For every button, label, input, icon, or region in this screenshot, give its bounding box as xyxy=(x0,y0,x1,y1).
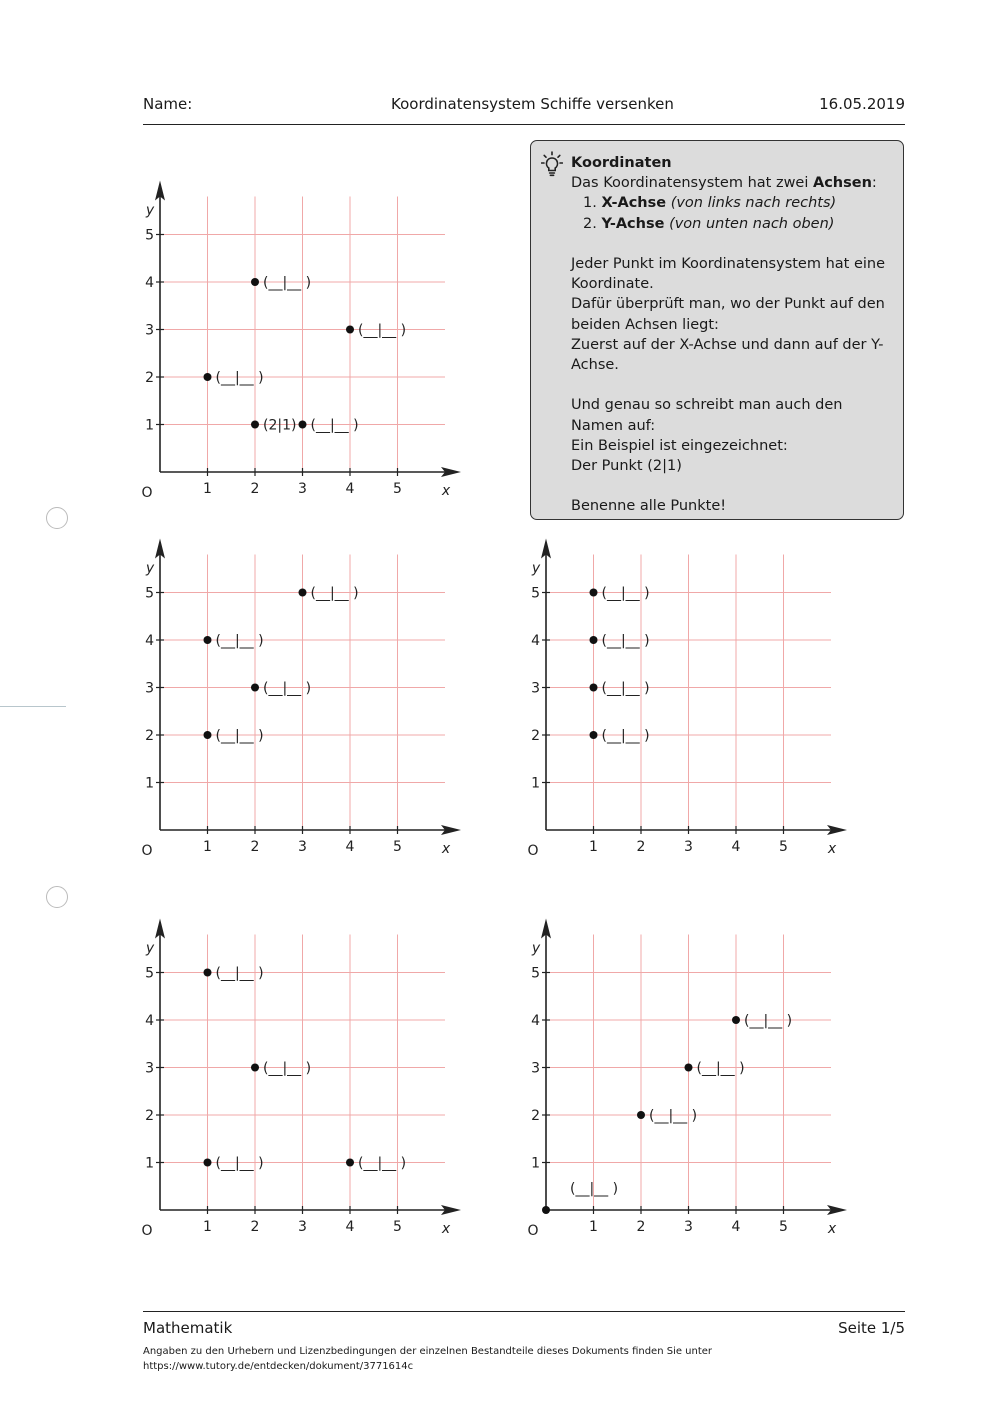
x-tick-label: 1 xyxy=(589,1219,598,1235)
data-point xyxy=(590,589,598,597)
point-label: (__|__ ) xyxy=(696,1060,745,1077)
data-point xyxy=(346,1159,354,1167)
origin-label: O xyxy=(141,485,153,501)
y-axis-label: y xyxy=(531,560,541,577)
point-label: (__|__ ) xyxy=(601,633,650,649)
x-tick-label: 3 xyxy=(298,839,307,855)
y-tick-label: 3 xyxy=(145,322,154,339)
y-tick-label: 3 xyxy=(531,680,540,697)
x-tick-label: 5 xyxy=(393,481,402,497)
worksheet-title: Koordinatensystem Schiffe versenken xyxy=(391,95,674,113)
footer-subject: Mathematik xyxy=(143,1319,233,1337)
x-axis-label: x xyxy=(827,1221,837,1237)
y-tick-label: 5 xyxy=(145,227,154,244)
x-tick-label: 5 xyxy=(779,839,788,855)
x-tick-label: 3 xyxy=(298,1219,307,1235)
info-paragraph: Ein Beispiel ist eingezeichnet: xyxy=(571,437,788,454)
data-point xyxy=(251,421,259,429)
info-paragraph: Und genau so schreibt man auch den Namen auf: xyxy=(571,397,843,434)
y-tick-label: 2 xyxy=(145,1108,154,1124)
x-tick-label: 1 xyxy=(203,481,212,497)
info-box-title: Koordinaten xyxy=(571,155,672,171)
y-tick-label: 2 xyxy=(531,1108,540,1124)
data-point xyxy=(204,1159,212,1167)
axes-list-item: 1. X-Achse (von links nach rechts) xyxy=(583,195,837,212)
x-tick-label: 3 xyxy=(684,1219,693,1235)
coordinate-system-3 xyxy=(526,540,836,886)
header-rule xyxy=(143,124,905,125)
x-tick-label: 2 xyxy=(636,1219,646,1235)
x-tick-label: 4 xyxy=(731,1219,741,1235)
axes-list-item: 2. Y-Achse (von unten nach oben) xyxy=(583,215,835,232)
data-point xyxy=(685,1064,693,1072)
x-tick-label: 3 xyxy=(298,481,307,497)
x-tick-label: 5 xyxy=(779,1219,788,1235)
credits-text: Angaben zu den Urhebern und Lizenzbedingungen der einzelnen Bestandteile dieses Dokuments finden Sie unter xyxy=(143,1346,713,1357)
info-instruction: Benenne alle Punkte! xyxy=(571,498,727,515)
point-label: (__|__ ) xyxy=(601,728,650,744)
footer-credits xyxy=(143,1344,843,1374)
x-tick-label: 4 xyxy=(345,839,355,855)
x-tick-label: 5 xyxy=(393,839,402,855)
y-tick-label: 4 xyxy=(531,633,540,649)
point-label: (__|__ ) xyxy=(744,1013,793,1029)
data-point xyxy=(732,1016,740,1024)
x-tick-label: 5 xyxy=(393,1219,402,1235)
point-label: (__|__ ) xyxy=(601,680,650,697)
origin-label: O xyxy=(527,843,539,859)
x-tick-label: 1 xyxy=(589,839,598,855)
data-point xyxy=(346,326,354,334)
x-axis-label: x xyxy=(441,1221,451,1237)
data-point xyxy=(299,421,307,429)
y-tick-label: 1 xyxy=(145,775,154,792)
y-tick-label: 2 xyxy=(531,728,540,744)
info-paragraph: Jeder Punkt im Koordinatensystem hat eine Koordinate. xyxy=(571,256,886,293)
data-point xyxy=(204,731,212,739)
name-label: Name: xyxy=(143,95,193,113)
y-tick-label: 5 xyxy=(145,585,154,602)
y-tick-label: 4 xyxy=(531,1013,540,1029)
y-tick-label: 2 xyxy=(145,728,154,744)
x-axis-label: x xyxy=(441,841,451,857)
point-label: (__|__ ) xyxy=(215,965,264,982)
point-label: (__|__ ) xyxy=(215,370,264,386)
data-point xyxy=(590,684,598,692)
info-intro: Das Koordinatensystem hat zwei Achsen: xyxy=(571,175,877,192)
point-label: (__|__ ) xyxy=(310,585,359,602)
x-tick-label: 4 xyxy=(345,481,355,497)
punch-hole-bottom xyxy=(46,886,68,908)
point-label: (__|__ ) xyxy=(570,1181,619,1197)
data-point xyxy=(204,969,212,977)
y-tick-label: 4 xyxy=(145,275,154,291)
x-tick-label: 2 xyxy=(250,1219,260,1235)
data-point xyxy=(251,1064,259,1072)
data-point xyxy=(251,278,259,286)
x-tick-label: 2 xyxy=(250,481,260,497)
point-label: (__|__ ) xyxy=(215,633,264,649)
data-point xyxy=(637,1111,645,1119)
y-tick-label: 1 xyxy=(531,775,540,792)
point-label: (__|__ ) xyxy=(358,322,407,339)
y-tick-label: 2 xyxy=(145,370,154,386)
worksheet-date: 16.05.2019 xyxy=(819,95,905,113)
data-point xyxy=(590,731,598,739)
y-axis-label: y xyxy=(145,560,155,577)
y-axis-label: y xyxy=(145,202,155,219)
x-tick-label: 1 xyxy=(203,1219,212,1235)
coordinate-system-2 xyxy=(140,540,450,886)
footer-rule xyxy=(143,1311,905,1312)
y-tick-label: 1 xyxy=(531,1155,540,1172)
coordinate-system-1 xyxy=(140,182,450,528)
y-tick-label: 3 xyxy=(531,1060,540,1077)
x-tick-label: 2 xyxy=(250,839,260,855)
coordinate-system-4 xyxy=(140,920,450,1266)
info-box-content xyxy=(571,153,895,517)
coordinate-system-5 xyxy=(526,920,836,1266)
x-tick-label: 4 xyxy=(345,1219,355,1235)
origin-label: O xyxy=(141,1223,153,1239)
x-tick-label: 4 xyxy=(731,839,741,855)
info-box xyxy=(530,140,904,520)
axes-list xyxy=(571,193,895,233)
y-tick-label: 3 xyxy=(145,680,154,697)
data-point xyxy=(299,589,307,597)
point-label: (__|__ ) xyxy=(215,1155,264,1172)
x-tick-label: 2 xyxy=(636,839,646,855)
point-label: (__|__ ) xyxy=(263,275,312,291)
data-point xyxy=(542,1206,550,1214)
y-tick-label: 3 xyxy=(145,1060,154,1077)
y-tick-label: 5 xyxy=(531,965,540,982)
x-tick-label: 3 xyxy=(684,839,693,855)
x-tick-label: 1 xyxy=(203,839,212,855)
point-label: (__|__ ) xyxy=(215,728,264,744)
info-paragraph: Zuerst auf der X-Achse und dann auf der Y-Achse. xyxy=(571,336,884,374)
credits-url: https://www.tutory.de/entdecken/dokument/3771614c xyxy=(143,1361,414,1372)
lightbulb-icon xyxy=(541,151,563,177)
info-paragraph: Der Punkt (2|1) xyxy=(571,458,682,475)
y-tick-label: 1 xyxy=(145,1155,154,1172)
point-label: (__|__ ) xyxy=(649,1108,698,1124)
y-tick-label: 5 xyxy=(531,585,540,602)
point-label: (__|__ ) xyxy=(358,1155,407,1172)
footer-page-number: Seite 1/5 xyxy=(838,1319,905,1337)
y-axis-label: y xyxy=(531,940,541,957)
y-tick-label: 4 xyxy=(145,633,154,649)
worksheet-header xyxy=(143,95,905,117)
point-label: (__|__ ) xyxy=(263,1060,312,1077)
info-paragraph: Dafür überprüft man, wo der Punkt auf den beiden Achsen liegt: xyxy=(571,296,885,333)
x-axis-label: x xyxy=(441,483,451,499)
point-label: (__|__ ) xyxy=(310,417,359,434)
y-tick-label: 1 xyxy=(145,417,154,434)
origin-label: O xyxy=(527,1223,539,1239)
point-label: (__|__ ) xyxy=(263,680,312,697)
data-point xyxy=(251,684,259,692)
data-point xyxy=(204,373,212,381)
y-tick-label: 5 xyxy=(145,965,154,982)
point-label: (2|1) xyxy=(263,417,297,434)
x-axis-label: x xyxy=(827,841,837,857)
data-point xyxy=(590,636,598,644)
y-axis-label: y xyxy=(145,940,155,957)
punch-hole-top xyxy=(46,507,68,529)
y-tick-label: 4 xyxy=(145,1013,154,1029)
point-label: (__|__ ) xyxy=(601,585,650,602)
data-point xyxy=(204,636,212,644)
fold-mark xyxy=(0,706,66,707)
origin-label: O xyxy=(141,843,153,859)
